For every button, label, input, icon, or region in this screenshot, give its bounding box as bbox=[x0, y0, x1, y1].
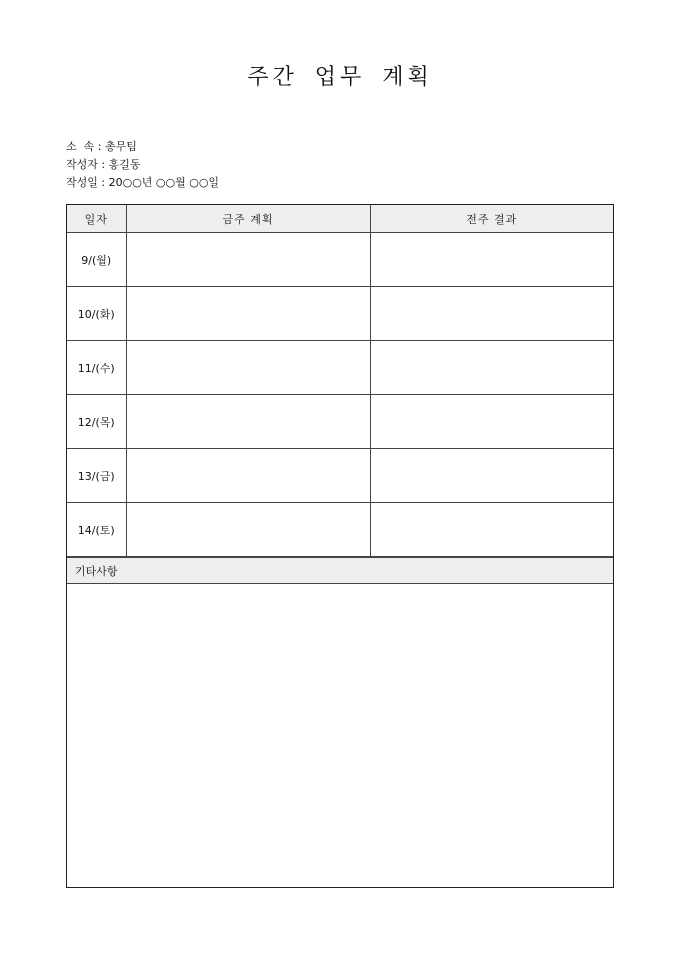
last-week-cell[interactable] bbox=[370, 395, 613, 449]
day-cell: 12/(목) bbox=[67, 395, 126, 449]
meta-value: 20○○년 ○○월 ○○일 bbox=[108, 176, 220, 189]
last-week-cell[interactable] bbox=[370, 341, 613, 395]
header-last-week: 전주 결과 bbox=[370, 205, 613, 233]
day-cell: 11/(수) bbox=[67, 341, 126, 395]
day-cell: 14/(토) bbox=[67, 503, 126, 557]
last-week-cell[interactable] bbox=[370, 287, 613, 341]
meta-separator: : bbox=[97, 176, 109, 189]
last-week-cell[interactable] bbox=[370, 503, 613, 557]
table-row bbox=[67, 395, 613, 449]
table-row bbox=[67, 287, 613, 341]
meta-department bbox=[66, 138, 137, 154]
this-week-cell[interactable] bbox=[126, 449, 370, 503]
this-week-cell[interactable] bbox=[126, 395, 370, 449]
weekly-table bbox=[67, 205, 613, 557]
meta-separator: : bbox=[97, 158, 109, 171]
this-week-cell[interactable] bbox=[126, 341, 370, 395]
meta-label: 작성일 bbox=[66, 176, 98, 189]
meta-author bbox=[66, 156, 140, 172]
table-row bbox=[67, 449, 613, 503]
day-cell: 13/(금) bbox=[67, 449, 126, 503]
remarks-area[interactable] bbox=[67, 584, 613, 884]
table-row bbox=[67, 341, 613, 395]
this-week-cell[interactable] bbox=[126, 503, 370, 557]
meta-value: 홍길동 bbox=[108, 158, 141, 171]
remarks-header: 기타사항 bbox=[67, 557, 613, 584]
plan-sheet bbox=[66, 204, 614, 888]
header-date: 일자 bbox=[67, 205, 126, 233]
last-week-cell[interactable] bbox=[370, 449, 613, 503]
last-week-cell[interactable] bbox=[370, 233, 613, 287]
table-row bbox=[67, 503, 613, 557]
meta-date bbox=[66, 174, 219, 190]
meta-value: 총무팀 bbox=[104, 140, 137, 153]
table-header-row bbox=[67, 205, 613, 233]
table-row bbox=[67, 233, 613, 287]
meta-separator: : bbox=[94, 140, 105, 153]
meta-label: 작성자 bbox=[66, 158, 98, 171]
this-week-cell[interactable] bbox=[126, 287, 370, 341]
this-week-cell[interactable] bbox=[126, 233, 370, 287]
meta-label: 소 속 bbox=[66, 140, 95, 153]
day-cell: 10/(화) bbox=[67, 287, 126, 341]
day-cell: 9/(월) bbox=[67, 233, 126, 287]
document-title: 주간 업무 계획 bbox=[247, 65, 433, 90]
header-this-week: 금주 계획 bbox=[126, 205, 370, 233]
